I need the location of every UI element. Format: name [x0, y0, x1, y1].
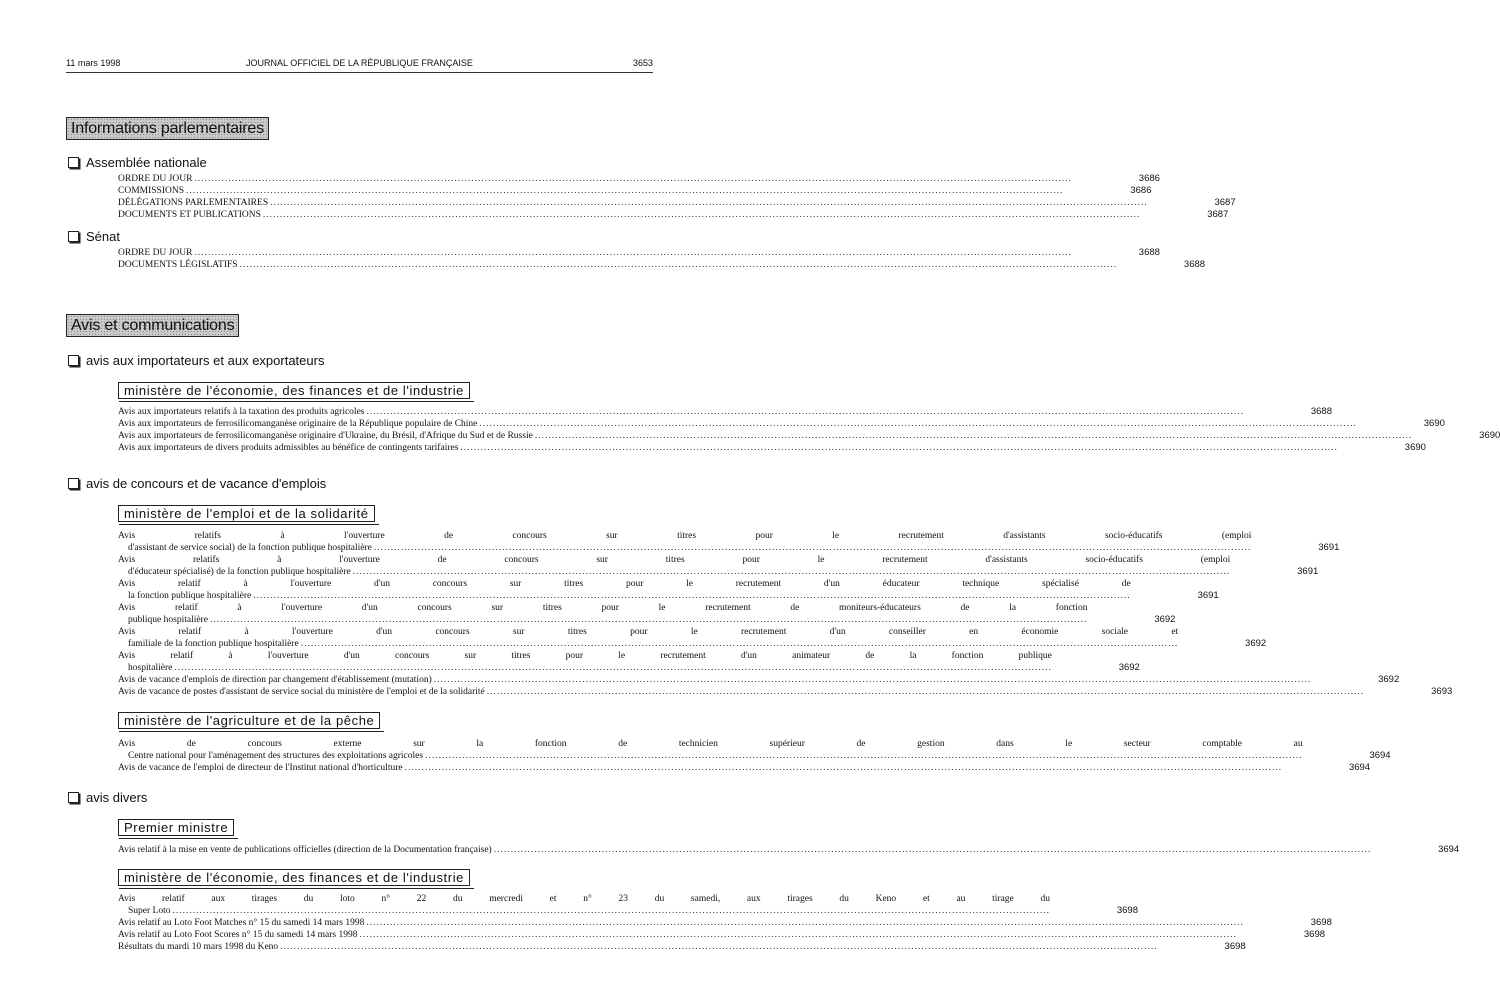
- dot-leader: ....................................................................................................................................................................................................................................................................: [194, 174, 1072, 184]
- entry-page: 3691: [1297, 566, 1319, 577]
- entry-leader-line: [118, 430, 1412, 442]
- dot-leader: ....................................................................................................................................................................................................................................................................: [174, 663, 1052, 673]
- section-avis-divers[interactable]: [68, 790, 147, 806]
- entry-body: [118, 674, 1359, 686]
- toc-importateurs: [118, 406, 1500, 454]
- entry-body: [118, 578, 1179, 602]
- checkbox-icon: [68, 157, 79, 168]
- dot-leader: ....................................................................................................................................................................................................................................................................: [404, 763, 1283, 773]
- entry-leader-line: [118, 674, 1311, 686]
- entry-text: Super Loto: [128, 906, 171, 916]
- header-rule: [66, 72, 653, 73]
- entry-text: COMMISSIONS: [118, 186, 184, 196]
- toc-entry[interactable]: [118, 929, 1326, 941]
- toc-entry[interactable]: [118, 209, 1229, 221]
- entry-leader-line: [118, 259, 1117, 271]
- entry-body: [118, 941, 1206, 953]
- entry-leader-line: [118, 173, 1072, 185]
- entry-body: [118, 929, 1285, 941]
- checkbox-icon: [68, 792, 79, 803]
- dot-leader: ....................................................................................................................................................................................................................................................................: [493, 845, 1372, 855]
- entry-text: Avis de vacance de postes d'assistant de service social du ministère de l'emploi et de la solidarité: [118, 687, 485, 697]
- toc-entry[interactable]: [118, 762, 1371, 774]
- entry-page: 3692: [1154, 614, 1176, 625]
- entry-leader-line: [118, 638, 1178, 650]
- entry-leader-line: [118, 590, 1131, 602]
- entry-leader-line: [118, 418, 1357, 430]
- dot-leader: ....................................................................................................................................................................................................................................................................: [280, 942, 1158, 952]
- entry-leader-line: [118, 929, 1237, 941]
- entry-text: familiale de la fonction publique hospitalière: [128, 639, 299, 649]
- entry-body: [118, 530, 1299, 554]
- entry-text: DÉLÉGATIONS PARLEMENTAIRES: [118, 198, 269, 208]
- entry-page: 3692: [1245, 638, 1267, 649]
- section-importateurs[interactable]: [68, 353, 324, 369]
- entry-text: la fonction publique hospitalière: [128, 591, 252, 601]
- entry-page: 3687: [1214, 197, 1236, 208]
- entry-body: [118, 762, 1330, 774]
- banner-avis-communications: Avis et communications: [66, 314, 239, 337]
- toc-entry[interactable]: [118, 602, 1176, 626]
- entry-text: Avis aux importateurs relatifs à la taxation des produits agricoles: [118, 407, 365, 417]
- checkbox-icon: [68, 478, 79, 489]
- entry-body: [118, 185, 1112, 197]
- section-title-text: avis divers: [86, 790, 148, 805]
- entry-leader-line: [118, 614, 1087, 626]
- toc-entry[interactable]: [118, 185, 1152, 197]
- dot-leader: ....................................................................................................................................................................................................................................................................: [479, 419, 1357, 429]
- toc-entry[interactable]: [118, 247, 1160, 259]
- toc-entry[interactable]: [118, 650, 1140, 674]
- entry-page: 3688: [1138, 247, 1160, 258]
- entry-body: [118, 430, 1460, 442]
- entry-body: [118, 626, 1226, 650]
- toc-entry[interactable]: [118, 738, 1391, 762]
- dot-leader: ....................................................................................................................................................................................................................................................................: [352, 567, 1231, 577]
- entry-body: [118, 844, 1419, 856]
- entry-text: Avis aux importateurs de divers produits admissibles au bénéfice de contingents tarifaires: [118, 443, 459, 453]
- entry-leader-line: [118, 247, 1072, 259]
- entry-leader-line: [118, 662, 1052, 674]
- entry-leader-line: [118, 941, 1158, 953]
- entry-body: [118, 209, 1188, 221]
- dot-leader: ....................................................................................................................................................................................................................................................................: [270, 198, 1148, 208]
- toc-premier-ministre: [118, 844, 1460, 856]
- entry-text-line1: Avis de concours externe sur la fonction de technicien supérieur de gestion dans le secteur comptable au: [118, 739, 1303, 749]
- entry-text: d'éducateur spécialisé) de la fonction publique hospitalière: [128, 567, 351, 577]
- entry-text: DOCUMENTS ET PUBLICATIONS: [118, 210, 261, 220]
- toc-entry[interactable]: [118, 554, 1319, 578]
- dot-leader: ....................................................................................................................................................................................................................................................................: [425, 751, 1303, 761]
- entry-text-line1: Avis relatif aux tirages du loto n° 22 du mercredi et n° 23 du samedi, aux tirages du Keno et au tirage du: [118, 894, 1050, 904]
- dot-leader: ....................................................................................................................................................................................................................................................................: [486, 687, 1365, 697]
- toc-entry[interactable]: [118, 893, 1138, 917]
- entry-page: 3686: [1138, 173, 1160, 184]
- entry-body: [118, 917, 1292, 929]
- toc-entry[interactable]: [118, 418, 1445, 430]
- entry-text-line1: Avis relatif à l'ouverture d'un concours sur titres pour le recrutement de moniteurs-éducateurs de la fonction: [118, 603, 1088, 613]
- entry-page: 3691: [1318, 542, 1340, 553]
- entry-page: 3688: [1183, 259, 1206, 270]
- toc-entry[interactable]: [118, 626, 1267, 650]
- entry-leader-line: [118, 209, 1140, 221]
- header-date: 11 mars 1998: [66, 58, 121, 68]
- entry-leader-line: [118, 566, 1230, 578]
- entry-leader-line: [118, 905, 1050, 917]
- entry-text-line1: Avis relatif à l'ouverture d'un concours sur titres pour le recrutement d'un éducateur technique spécialisé de: [118, 579, 1131, 589]
- toc-entry[interactable]: [118, 259, 1206, 271]
- entry-text: ORDRE DU JOUR: [118, 174, 193, 184]
- toc-agriculture: [118, 738, 1391, 774]
- entry-page: 3686: [1130, 185, 1152, 196]
- entry-text: DOCUMENTS LÉGISLATIFS: [118, 260, 238, 270]
- entry-leader-line: [118, 197, 1148, 209]
- section-title-text: Sénat: [86, 229, 120, 244]
- toc-entry[interactable]: [118, 686, 1453, 698]
- entry-page: 3698: [1310, 917, 1332, 928]
- entry-leader-line: [118, 844, 1371, 856]
- entry-page: 3698: [1303, 929, 1326, 940]
- section-title-text: Assemblée nationale: [86, 155, 207, 170]
- section-assemblee-nationale[interactable]: [68, 155, 207, 171]
- entry-leader-line: [118, 762, 1282, 774]
- entry-body: [118, 602, 1135, 626]
- dot-leader: ....................................................................................................................................................................................................................................................................: [359, 930, 1238, 940]
- dot-leader: ....................................................................................................................................................................................................................................................................: [534, 431, 1413, 441]
- header-page-number: 3653: [632, 58, 653, 68]
- entry-page: 3698: [1224, 941, 1246, 952]
- entry-body: [118, 418, 1405, 430]
- checkbox-icon: [68, 355, 79, 366]
- dot-leader: ....................................................................................................................................................................................................................................................................: [262, 210, 1141, 220]
- toc-entry[interactable]: [118, 442, 1426, 454]
- ministry-economie-heading: ministère de l'économie, des finances et de l'industrie: [118, 382, 470, 399]
- entry-body: [118, 738, 1351, 762]
- ministry-economie-heading-2: ministère de l'économie, des finances et de l'industrie: [118, 869, 470, 886]
- checkbox-icon: [68, 231, 79, 242]
- entry-page: 3693: [1431, 686, 1453, 697]
- dot-leader: ....................................................................................................................................................................................................................................................................: [239, 260, 1118, 270]
- toc-economie-divers: [118, 893, 1332, 953]
- ministry-premier-ministre-heading: Premier ministre: [118, 819, 234, 836]
- entry-body: [118, 406, 1292, 418]
- entry-text: publique hospitalière: [128, 615, 208, 625]
- section-senat[interactable]: [68, 229, 120, 245]
- entry-leader-line: [118, 442, 1338, 454]
- entry-body: [118, 197, 1196, 209]
- dot-leader: ....................................................................................................................................................................................................................................................................: [194, 248, 1072, 258]
- entry-page: 3691: [1197, 590, 1219, 601]
- toc-senat: [118, 247, 1206, 271]
- entry-body: [118, 259, 1165, 271]
- toc-entry[interactable]: [118, 941, 1246, 953]
- entry-text: Centre national pour l'aménagement des structures des exploitations agricoles: [128, 751, 424, 761]
- entry-page: 3694: [1348, 762, 1371, 773]
- entry-leader-line: [118, 750, 1303, 762]
- entry-text: Avis aux importateurs de ferrosilicomanganèse originaire d'Ukraine, du Brésil, d'Afrique du Sud et de Russie: [118, 431, 533, 441]
- entry-text: Avis relatif au Loto Foot Scores n° 15 du samedi 14 mars 1998: [118, 930, 358, 940]
- dot-leader: ....................................................................................................................................................................................................................................................................: [253, 591, 1131, 601]
- section-title-text: avis de concours et de vacance d'emplois: [86, 476, 327, 491]
- dot-leader: ....................................................................................................................................................................................................................................................................: [373, 543, 1252, 553]
- entry-text: Résultats du mardi 10 mars 1998 du Keno: [118, 942, 279, 952]
- entry-page: 3692: [1378, 674, 1400, 685]
- toc-emploi: [118, 530, 1453, 698]
- entry-page: 3694: [1369, 750, 1391, 761]
- entry-page: 3698: [1116, 905, 1138, 916]
- dot-leader: ....................................................................................................................................................................................................................................................................: [186, 186, 1064, 196]
- entry-text: hospitalière: [128, 663, 173, 673]
- toc-assemblee: [118, 173, 1236, 221]
- ministry-emploi-heading: ministère de l'emploi et de la solidarité: [118, 505, 375, 522]
- dot-leader: ....................................................................................................................................................................................................................................................................: [366, 918, 1244, 928]
- entry-leader-line: [118, 406, 1244, 418]
- dot-leader: ....................................................................................................................................................................................................................................................................: [172, 906, 1050, 916]
- entry-body: [118, 554, 1278, 578]
- toc-entry[interactable]: [118, 530, 1340, 554]
- entry-text-line1: Avis relatif à l'ouverture d'un concours sur titres pour le recrutement d'un conseiller en économie sociale et: [118, 627, 1179, 637]
- entry-leader-line: [118, 686, 1364, 698]
- entry-body: [118, 686, 1412, 698]
- dot-leader: ....................................................................................................................................................................................................................................................................: [300, 639, 1179, 649]
- section-title-text: avis aux importateurs et aux exportateurs: [86, 353, 325, 368]
- dot-leader: ....................................................................................................................................................................................................................................................................: [209, 615, 1088, 625]
- toc-entry[interactable]: [118, 674, 1400, 686]
- toc-entry[interactable]: [118, 406, 1332, 418]
- entry-body: [118, 173, 1120, 185]
- banner-informations-parlementaires: Informations parlementaires: [66, 117, 269, 140]
- toc-entry[interactable]: [118, 844, 1460, 856]
- toc-entry[interactable]: [118, 173, 1160, 185]
- toc-entry[interactable]: [118, 197, 1236, 209]
- section-concours[interactable]: [68, 476, 326, 492]
- entry-page: 3690: [1404, 442, 1426, 453]
- entry-text: Avis relatif au Loto Foot Matches n° 15 du samedi 14 mars 1998: [118, 918, 365, 928]
- ministry-agriculture-heading: ministère de l'agriculture et de la pêche: [118, 712, 380, 729]
- dot-leader: ....................................................................................................................................................................................................................................................................: [366, 407, 1244, 417]
- entry-page: 3694: [1438, 844, 1460, 855]
- dot-leader: ....................................................................................................................................................................................................................................................................: [433, 675, 1312, 685]
- entry-body: [118, 893, 1098, 917]
- entry-text: d'assistant de service social) de la fonction publique hospitalière: [128, 543, 372, 553]
- entry-body: [118, 247, 1120, 259]
- entry-page: 3692: [1118, 662, 1140, 673]
- entry-leader-line: [118, 917, 1244, 929]
- entry-page: 3687: [1207, 209, 1229, 220]
- entry-text-line1: Avis relatifs à l'ouverture de concours sur titres pour le recrutement d'assistants socio-éducatifs (emploi: [118, 555, 1231, 565]
- entry-leader-line: [118, 542, 1251, 554]
- entry-page: 3690: [1479, 430, 1500, 441]
- entry-body: [118, 442, 1386, 454]
- toc-entry[interactable]: [118, 917, 1332, 929]
- entry-text-line1: Avis relatifs à l'ouverture de concours sur titres pour le recrutement d'assistants socio-éducatifs (emploi: [118, 531, 1252, 541]
- entry-text: Avis de vacance de l'emploi de directeur de l'Institut national d'horticulture: [118, 763, 403, 773]
- entry-leader-line: [118, 185, 1064, 197]
- entry-page: 3690: [1423, 418, 1445, 429]
- toc-entry[interactable]: [118, 430, 1500, 442]
- entry-text: Avis aux importateurs de ferrosilicomanganèse originaire de la République populaire de Chine: [118, 419, 478, 429]
- entry-page: 3688: [1310, 406, 1332, 417]
- entry-body: [118, 650, 1100, 674]
- entry-text: Avis relatif à la mise en vente de publications officielles (direction de la Documentation française): [118, 845, 492, 855]
- entry-text: Avis de vacance d'emplois de direction par changement d'établissement (mutation): [118, 675, 432, 685]
- header-journal-title: JOURNAL OFFICIEL DE LA RÉPUBLIQUE FRANÇAISE: [246, 58, 473, 68]
- dot-leader: ....................................................................................................................................................................................................................................................................: [460, 443, 1338, 453]
- entry-text-line1: Avis relatif à l'ouverture d'un concours sur titres pour le recrutement d'un animateur de la fonction publique: [118, 651, 1052, 661]
- toc-entry[interactable]: [118, 578, 1219, 602]
- entry-text: ORDRE DU JOUR: [118, 248, 193, 258]
